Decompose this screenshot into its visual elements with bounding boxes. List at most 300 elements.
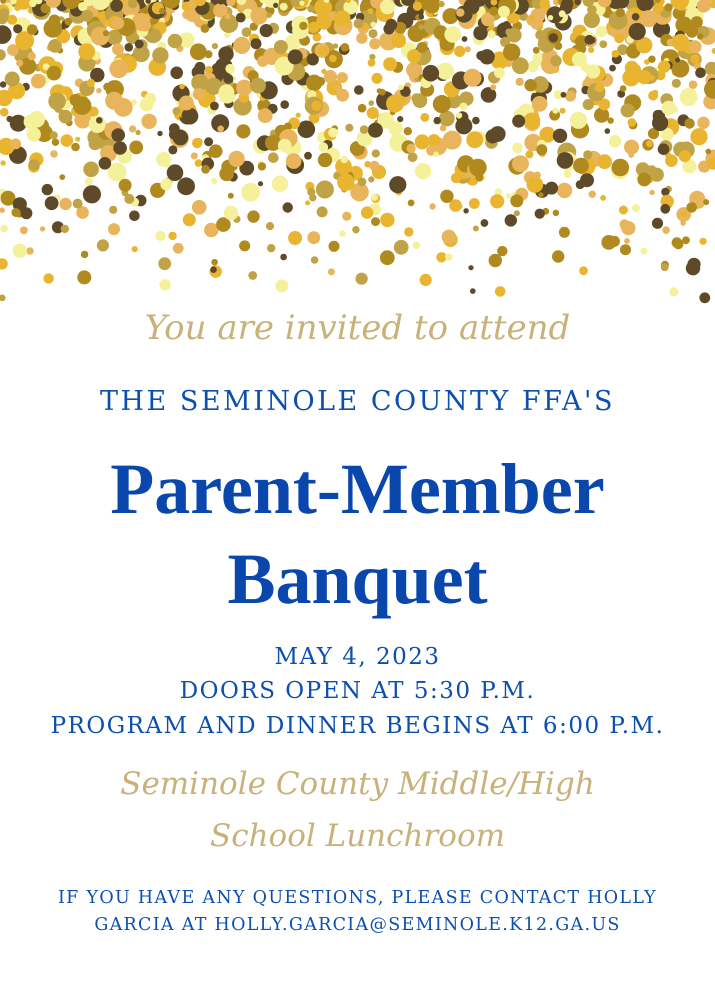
confetti-dot — [119, 179, 132, 192]
confetti-dot — [43, 273, 53, 283]
confetti-dot — [475, 173, 483, 181]
confetti-dot — [280, 3, 288, 11]
confetti-dot — [159, 8, 165, 14]
confetti-dot — [372, 149, 380, 157]
confetti-dot — [658, 60, 670, 72]
confetti-dot — [65, 18, 73, 26]
confetti-dot — [0, 258, 8, 269]
confetti-dot — [192, 200, 207, 215]
confetti-dot — [44, 19, 63, 38]
confetti-dot — [691, 16, 703, 28]
confetti-dot — [561, 92, 567, 98]
confetti-dot — [620, 244, 631, 255]
confetti-dot — [442, 230, 457, 245]
confetti-dot — [672, 34, 689, 51]
confetti-dot — [129, 141, 143, 155]
confetti-dot — [377, 88, 382, 93]
confetti-dot — [209, 144, 223, 158]
confetti-dot — [40, 226, 45, 231]
venue-line-2: School Lunchroom — [209, 818, 506, 854]
confetti-dot — [170, 67, 183, 80]
confetti-dot — [75, 137, 80, 142]
confetti-dot — [524, 113, 541, 130]
confetti-dot — [420, 274, 432, 286]
confetti-dot — [440, 125, 447, 132]
confetti-dot — [535, 30, 545, 40]
confetti-dot — [0, 49, 6, 60]
confetti-dot — [532, 96, 548, 112]
confetti-dot — [108, 223, 120, 235]
confetti-dot — [434, 117, 441, 124]
confetti-dot — [368, 176, 374, 182]
confetti-dot — [280, 254, 287, 261]
confetti-dot — [680, 88, 698, 106]
confetti-dot — [61, 134, 74, 147]
confetti-dot — [380, 250, 395, 265]
confetti-dot — [386, 95, 404, 113]
confetti-dot — [616, 8, 625, 17]
confetti-dot — [358, 178, 367, 187]
confetti-dot — [112, 43, 124, 55]
confetti-dot — [283, 202, 293, 212]
confetti-dot — [318, 46, 328, 56]
confetti-dot — [671, 60, 689, 78]
confetti-dot — [5, 72, 20, 87]
confetti-dot — [464, 69, 482, 87]
confetti-dot — [529, 16, 535, 22]
confetti-dot — [687, 258, 700, 271]
confetti-dot — [697, 33, 703, 39]
confetti-dot — [20, 227, 28, 235]
confetti-dot — [250, 78, 266, 94]
confetti-dot — [675, 58, 680, 63]
confetti-dot — [495, 286, 506, 297]
confetti-dot — [463, 208, 468, 213]
confetti-dot — [650, 168, 664, 182]
confetti-dot — [380, 0, 395, 14]
confetti-dot — [429, 203, 435, 209]
confetti-dot — [109, 60, 128, 79]
confetti-dot — [334, 10, 351, 27]
confetti-dot — [658, 143, 670, 155]
confetti-dot — [304, 152, 312, 160]
confetti-dot — [268, 152, 279, 163]
confetti-dot — [329, 241, 340, 252]
confetti-dot — [141, 114, 156, 129]
confetti-dot — [662, 226, 670, 234]
confetti-dot — [272, 176, 288, 192]
confetti-dot — [559, 10, 566, 17]
confetti-dot — [622, 69, 639, 86]
confetti-dot — [24, 114, 39, 129]
confetti-dot — [704, 80, 715, 99]
confetti-dot — [136, 130, 141, 135]
confetti-dot — [299, 22, 307, 30]
confetti-dot — [248, 271, 257, 280]
program-start-time: PROGRAM AND DINNER BEGINS AT 6:00 P.M. — [50, 713, 665, 739]
event-date: MAY 4, 2023 — [274, 644, 441, 670]
confetti-dot — [612, 50, 620, 58]
confetti-dot — [258, 162, 266, 170]
confetti-dot — [233, 37, 250, 54]
confetti-dot — [648, 56, 655, 63]
confetti-dot — [380, 213, 394, 227]
confetti-dot — [211, 178, 217, 184]
confetti-dot — [333, 43, 339, 49]
confetti-dot — [155, 231, 165, 241]
confetti-dot — [371, 194, 378, 201]
confetti-dot — [132, 246, 138, 252]
confetti-dot — [296, 113, 301, 118]
confetti-dot — [527, 61, 538, 72]
confetti-dot — [695, 68, 706, 79]
confetti-dot — [506, 193, 511, 198]
confetti-dot — [201, 165, 210, 174]
confetti-dot — [466, 131, 483, 148]
confetti-dot — [632, 13, 640, 21]
confetti-dot — [83, 162, 99, 178]
confetti-dot — [712, 48, 715, 54]
confetti-dot — [599, 40, 607, 48]
confetti-dot — [649, 190, 654, 195]
confetti-dot — [367, 107, 379, 119]
confetti-dot — [505, 29, 512, 36]
confetti-dot — [413, 2, 422, 11]
confetti-dot — [195, 159, 203, 167]
confetti-dot — [686, 202, 697, 213]
confetti-dot — [85, 178, 93, 186]
confetti-dot — [652, 218, 663, 229]
contact-info-line-2: GARCIA AT HOLLY.GARCIA@SEMINOLE.K12.GA.US — [94, 915, 621, 935]
confetti-dot — [536, 144, 547, 155]
venue-line-1: Seminole County Middle/High — [120, 766, 595, 802]
confetti-dot — [258, 108, 273, 123]
confetti-dot — [490, 194, 504, 208]
confetti-dot — [8, 17, 15, 24]
confetti-dot — [586, 64, 600, 78]
confetti-dot — [465, 46, 471, 52]
confetti-dot — [369, 38, 380, 49]
confetti-dot — [473, 226, 479, 232]
confetti-dot — [150, 29, 161, 40]
confetti-dot — [258, 181, 263, 186]
confetti-dot — [173, 130, 189, 146]
confetti-dot — [255, 20, 261, 26]
confetti-dot — [560, 108, 566, 114]
confetti-dot — [311, 101, 321, 111]
confetti-dot — [125, 43, 134, 52]
confetti-dot — [1, 160, 6, 165]
confetti-dot — [50, 150, 58, 158]
confetti-dot — [183, 213, 196, 226]
confetti-dot — [361, 206, 373, 218]
confetti-dot — [305, 200, 310, 205]
confetti-dot — [50, 131, 58, 139]
confetti-dot — [0, 25, 12, 44]
confetti-dot — [512, 115, 525, 128]
confetti-dot — [266, 222, 274, 230]
confetti-dot — [428, 134, 440, 146]
confetti-dot — [553, 129, 567, 143]
confetti-dot — [173, 243, 184, 254]
confetti-dot — [298, 121, 316, 139]
confetti-dot — [318, 153, 332, 167]
confetti-dot — [352, 226, 359, 233]
confetti-dot — [437, 63, 454, 80]
confetti-dot — [129, 125, 136, 132]
confetti-dot — [317, 206, 328, 217]
confetti-dot — [87, 79, 95, 87]
confetti-dot — [564, 170, 572, 178]
confetti-dot — [223, 74, 233, 84]
confetti-dot — [201, 24, 210, 33]
confetti-dot — [328, 128, 338, 138]
confetti-dot — [345, 124, 353, 132]
confetti-dot — [182, 108, 199, 125]
confetti-dot — [583, 150, 592, 159]
confetti-dot — [135, 40, 144, 49]
confetti-dot — [444, 26, 461, 43]
confetti-dot — [0, 108, 9, 117]
confetti-dot — [672, 237, 683, 248]
confetti-dot — [433, 95, 451, 113]
confetti-dot — [570, 112, 587, 129]
confetti-dot — [193, 88, 205, 100]
confetti-dot — [632, 204, 640, 212]
doors-open-time: DOORS OPEN AT 5:30 P.M. — [179, 678, 536, 704]
confetti-dot — [336, 89, 349, 102]
confetti-dot — [210, 102, 219, 111]
confetti-dot — [531, 21, 539, 29]
confetti-dot — [548, 15, 553, 20]
confetti-dot — [497, 246, 507, 256]
confetti-dot — [358, 104, 367, 113]
confetti-dot — [449, 199, 462, 212]
confetti-dot — [219, 84, 235, 100]
confetti-dot — [579, 266, 588, 275]
confetti-dot — [489, 7, 498, 16]
confetti-dot — [242, 27, 252, 37]
confetti-dot — [109, 206, 117, 214]
confetti-dot — [52, 139, 59, 146]
confetti-dot — [236, 13, 246, 23]
confetti-dot — [620, 219, 630, 229]
confetti-dot — [278, 139, 292, 153]
confetti-dot — [583, 99, 594, 110]
confetti-dot — [288, 49, 303, 64]
confetti-dot — [368, 123, 383, 138]
confetti-dot — [391, 33, 406, 48]
confetti-dot — [609, 65, 616, 72]
confetti-dot — [204, 137, 213, 146]
confetti-dot — [637, 70, 651, 84]
confetti-dot — [27, 127, 41, 141]
confetti-dot — [274, 40, 288, 54]
confetti-dot — [299, 1, 304, 6]
confetti-dot — [406, 144, 415, 153]
confetti-dot — [61, 225, 69, 233]
confetti-dot — [597, 154, 612, 169]
confetti-dot — [621, 104, 635, 118]
confetti-dot — [212, 43, 218, 49]
gold-confetti-decoration — [0, 0, 715, 310]
confetti-dot — [408, 152, 418, 162]
confetti-dot — [311, 256, 319, 264]
confetti-dot — [339, 230, 345, 236]
confetti-dot — [454, 46, 465, 57]
confetti-dot — [557, 152, 574, 169]
confetti-dot — [354, 19, 364, 29]
confetti-dot — [669, 287, 678, 296]
confetti-dot — [612, 159, 630, 177]
confetti-dot — [468, 265, 473, 270]
confetti-dot — [481, 219, 489, 227]
confetti-dot — [307, 5, 314, 12]
confetti-dot — [413, 242, 421, 250]
confetti-dot — [83, 185, 101, 203]
confetti-dot — [73, 97, 91, 115]
confetti-dot — [624, 238, 630, 244]
confetti-dot — [179, 96, 194, 111]
confetti-dot — [158, 257, 171, 270]
confetti-dot — [168, 232, 176, 240]
confetti-dot — [0, 295, 6, 302]
confetti-dot — [369, 161, 379, 171]
confetti-dot — [71, 143, 80, 152]
confetti-dot — [619, 206, 628, 215]
confetti-dot — [681, 211, 687, 217]
confetti-dot — [179, 84, 184, 89]
confetti-dot — [267, 244, 275, 252]
confetti-dot — [605, 128, 611, 134]
confetti-dot — [190, 43, 207, 60]
confetti-dot — [319, 142, 329, 152]
confetti-dot — [368, 8, 374, 14]
confetti-dot — [81, 10, 93, 22]
confetti-dot — [552, 108, 558, 114]
confetti-dot — [682, 236, 690, 244]
confetti-dot — [260, 24, 273, 37]
confetti-dot — [408, 200, 415, 207]
confetti-dot — [607, 117, 613, 123]
confetti-dot — [703, 199, 709, 205]
confetti-dot — [648, 91, 658, 101]
confetti-dot — [28, 159, 39, 170]
confetti-dot — [628, 152, 634, 158]
confetti-dot — [13, 244, 27, 258]
confetti-dot — [341, 156, 349, 164]
confetti-dot — [328, 268, 335, 275]
confetti-dot — [129, 211, 140, 222]
confetti-dot — [192, 138, 202, 148]
confetti-dot — [157, 131, 162, 136]
confetti-dot — [27, 24, 38, 35]
confetti-dot — [225, 14, 230, 19]
confetti-dot — [573, 158, 589, 174]
confetti-dot — [425, 0, 439, 14]
confetti-dot — [584, 35, 594, 45]
confetti-dot — [524, 79, 536, 91]
confetti-dot — [588, 47, 594, 53]
confetti-dot — [26, 247, 34, 255]
confetti-dot — [89, 137, 102, 150]
confetti-dot — [0, 207, 5, 213]
confetti-dot — [356, 273, 368, 285]
confetti-dot — [512, 143, 523, 154]
confetti-dot — [385, 19, 397, 31]
confetti-dot — [383, 57, 397, 71]
confetti-dot — [159, 279, 171, 291]
confetti-dot — [459, 103, 467, 111]
confetti-dot — [505, 214, 517, 226]
confetti-dot — [476, 51, 485, 60]
confetti-dot — [316, 181, 334, 199]
confetti-dot — [525, 150, 533, 158]
confetti-dot — [527, 176, 544, 193]
confetti-dot — [516, 78, 524, 86]
confetti-dot — [456, 112, 462, 118]
confetti-dot — [660, 204, 670, 214]
confetti-dot — [28, 52, 36, 60]
confetti-dot — [205, 50, 213, 58]
confetti-dot — [306, 75, 322, 91]
confetti-dot — [152, 47, 168, 63]
confetti-dot — [217, 126, 224, 133]
confetti-dot — [113, 141, 127, 155]
confetti-dot — [553, 210, 559, 216]
confetti-dot — [103, 30, 109, 36]
confetti-dot — [705, 149, 711, 155]
confetti-dot — [59, 174, 65, 180]
confetti-dot — [415, 163, 431, 179]
confetti-dot — [700, 238, 707, 245]
confetti-dot — [114, 98, 133, 117]
confetti-dot — [620, 85, 627, 92]
confetti-dot — [646, 140, 653, 147]
confetti-dot — [111, 128, 125, 142]
confetti-dot — [661, 263, 669, 271]
confetti-dot — [609, 135, 621, 147]
confetti-dot — [433, 152, 439, 158]
confetti-dot — [229, 151, 245, 167]
confetti-dot — [489, 254, 502, 267]
confetti-dot — [614, 33, 624, 43]
confetti-dot — [321, 69, 326, 74]
confetti-dot — [550, 55, 561, 66]
confetti-dot — [533, 47, 540, 54]
confetti-dot — [637, 173, 651, 187]
confetti-dot — [572, 52, 587, 67]
confetti-dot — [549, 33, 558, 42]
confetti-dot — [628, 118, 637, 127]
confetti-dot — [557, 183, 572, 198]
confetti-dot — [419, 14, 425, 20]
confetti-dot — [456, 8, 464, 16]
confetti-dot — [6, 116, 12, 122]
confetti-dot — [307, 188, 315, 196]
confetti-dot — [47, 66, 62, 81]
confetti-dot — [369, 29, 378, 38]
confetti-dot — [225, 64, 235, 74]
confetti-dot — [690, 54, 699, 63]
confetti-dot — [629, 23, 646, 40]
confetti-dot — [96, 117, 103, 124]
confetti-dot — [672, 79, 681, 88]
confetti-dot — [241, 183, 260, 202]
confetti-dot — [177, 177, 195, 195]
confetti-dot — [307, 231, 320, 244]
confetti-dot — [534, 172, 541, 179]
